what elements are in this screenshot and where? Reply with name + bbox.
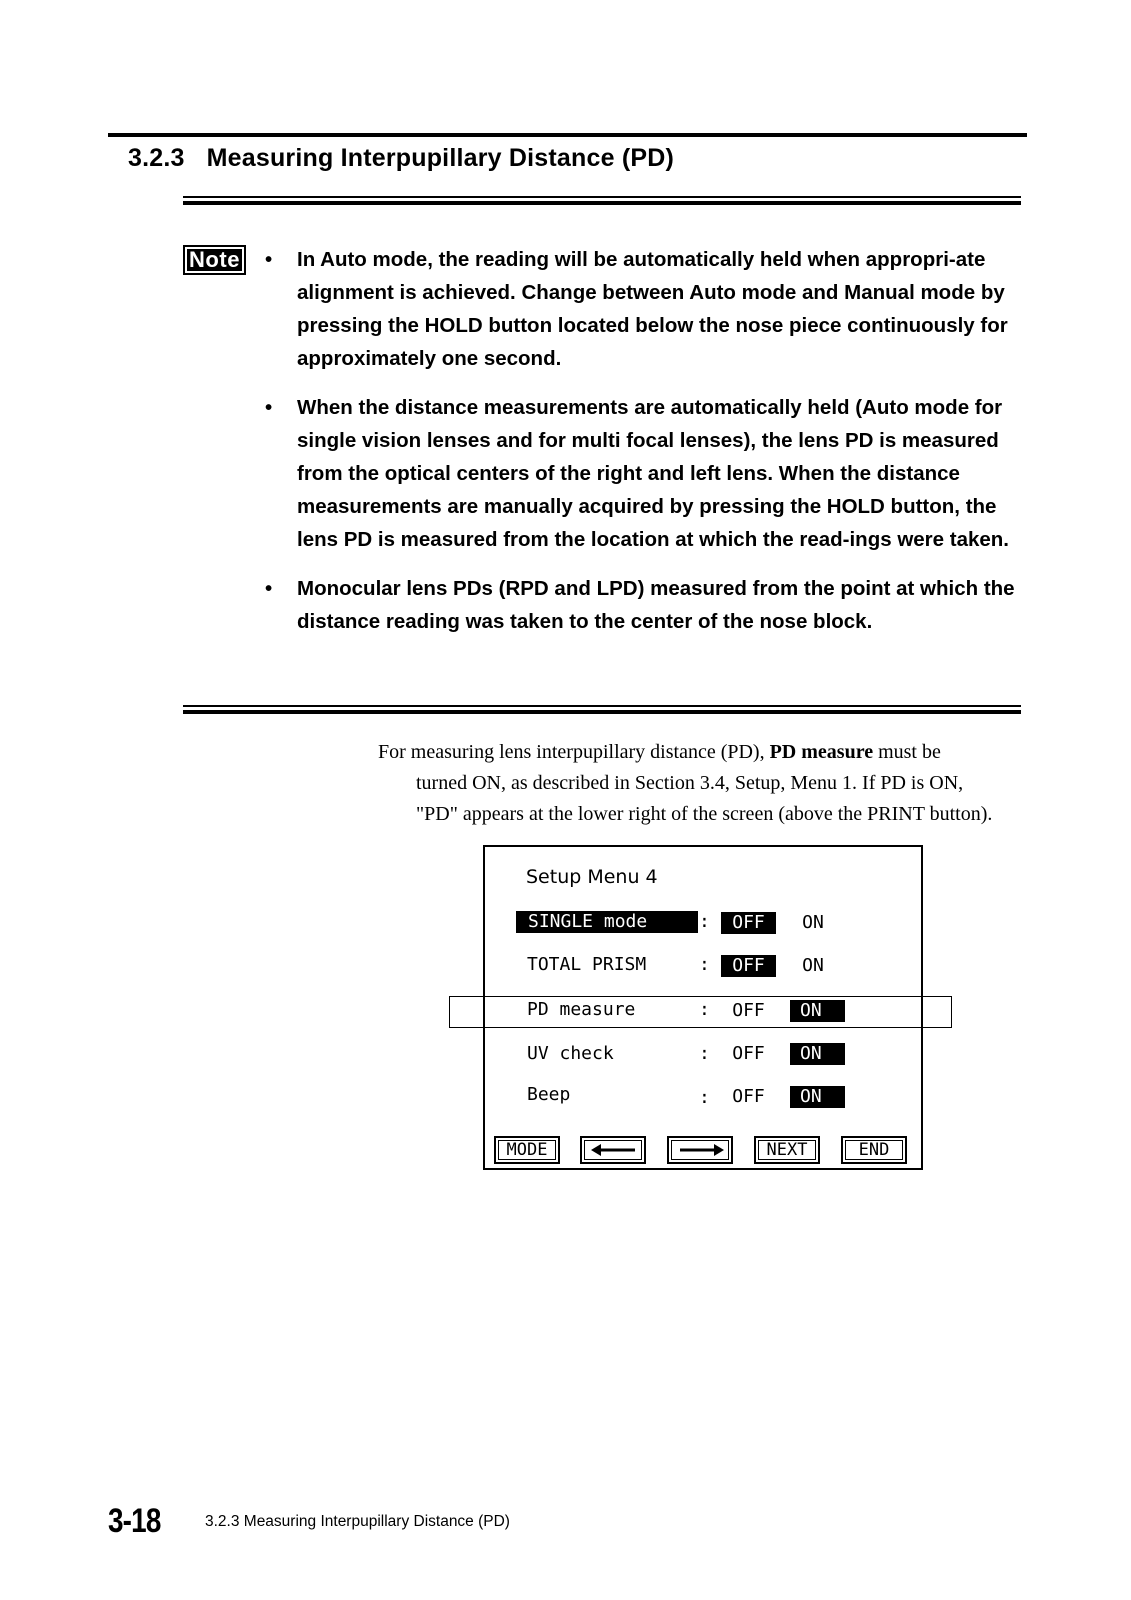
note-item [263, 391, 1033, 556]
bullet-icon: • [265, 396, 273, 419]
mode-button[interactable] [494, 1136, 560, 1164]
note-item [263, 572, 1033, 638]
option-off[interactable]: OFF [732, 1000, 765, 1021]
menu-row-colon: : [699, 1043, 710, 1064]
note-top-rule [183, 196, 1021, 205]
option-on[interactable]: ON [802, 912, 824, 933]
mode-button-label: MODE [498, 1140, 556, 1160]
option-on[interactable]: ON [790, 1000, 845, 1022]
option-off[interactable]: OFF [732, 1043, 765, 1064]
end-button[interactable] [841, 1136, 907, 1164]
menu-row-label[interactable]: UV check [527, 1043, 614, 1064]
screen-title: Setup Menu 4 [526, 866, 658, 888]
body-line-2: turned ON, as described in Section 3.4, Setup, Menu 1. If PD is ON, [416, 772, 964, 794]
note-label-badge [183, 245, 246, 275]
bullet-icon: • [265, 577, 273, 600]
section-number: 3.2.3 [128, 144, 185, 172]
page-number: 3-18 [108, 1502, 161, 1540]
next-button-label: NEXT [758, 1140, 816, 1160]
section-title [128, 144, 674, 173]
menu-row-label[interactable]: PD measure [527, 999, 636, 1020]
body-text: must be [873, 741, 941, 763]
menu-row-label[interactable]: TOTAL PRISM [527, 954, 647, 975]
menu-row-colon: : [699, 954, 710, 975]
note-item-text: When the distance measurements are automatically held (Auto mode for single vision lenses and for multi focal lenses), the lens PD is measured from the optical centers of the right and left lens. When the distance measurements are manually acquired by pressing the HOLD button, the lens PD is measured from the location at which the read-ings were taken. [297, 396, 1009, 551]
note-item-text: In Auto mode, the reading will be automatically held when appropri-ate alignment is achieved. Change between Auto mode and Manual mode by pressing the HOLD button located below the nose piece continuously for approximately one second. [297, 248, 1008, 370]
option-off[interactable]: OFF [721, 955, 776, 977]
body-paragraph [378, 737, 1028, 830]
section-top-rule [108, 133, 1027, 137]
menu-row-colon: : [699, 1087, 710, 1108]
section-title-text: Measuring Interpupillary Distance (PD) [206, 144, 675, 172]
option-on[interactable]: ON [790, 1086, 845, 1108]
running-title: 3.2.3 Measuring Interpupillary Distance (PD) [205, 1513, 510, 1530]
note-item [263, 243, 1033, 375]
menu-row-label[interactable]: SINGLE mode [516, 911, 698, 933]
body-line-3: "PD" appears at the lower right of the screen (above the PRINT button). [416, 803, 993, 825]
menu-row-colon: : [699, 911, 710, 932]
note-bottom-rule [183, 705, 1021, 714]
end-button-label: END [845, 1140, 903, 1160]
body-bold-term: PD measure [769, 741, 874, 763]
next-button[interactable] [754, 1136, 820, 1164]
menu-row-colon: : [699, 999, 710, 1020]
note-item-text: Monocular lens PDs (RPD and LPD) measured from the point at which the distance reading was taken to the center of the nose block. [297, 577, 1015, 633]
note-list [263, 243, 1033, 654]
option-off[interactable]: OFF [721, 912, 776, 934]
menu-row-label[interactable]: Beep [527, 1084, 571, 1105]
left-arrow-button[interactable] [580, 1136, 646, 1164]
option-on[interactable]: ON [802, 955, 824, 976]
body-text: For measuring lens interpupillary distance (PD), [378, 741, 770, 763]
bullet-icon: • [265, 248, 273, 271]
right-arrow-button[interactable] [667, 1136, 733, 1164]
body-line-1 [378, 737, 1028, 768]
option-off[interactable]: OFF [732, 1086, 765, 1107]
arrow-right-icon [671, 1140, 729, 1160]
arrow-left-icon [584, 1140, 642, 1160]
note-label-text: Note [187, 249, 242, 271]
option-on[interactable]: ON [790, 1043, 845, 1065]
